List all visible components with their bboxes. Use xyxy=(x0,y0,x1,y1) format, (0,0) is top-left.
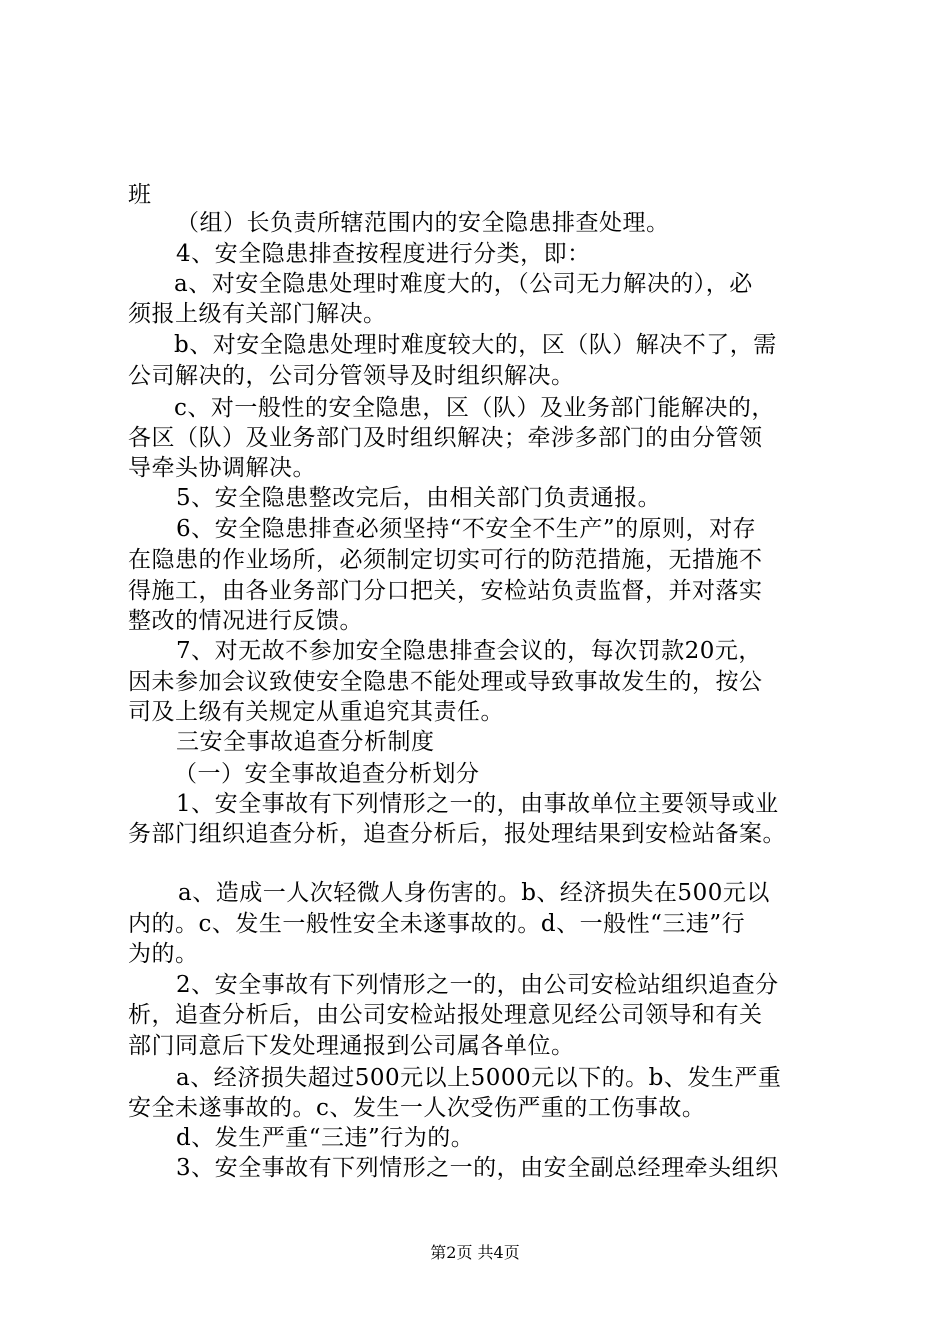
text-line: 公司解决的，公司分管领导及时组织解决。 xyxy=(128,363,575,389)
text-line: a、对安全隐患处理时难度大的，（公司无力解决的），必 xyxy=(174,271,753,297)
text-line: 整改的情况进行反馈。 xyxy=(128,608,363,634)
text-line: a、造成一人次轻微人身伤害的。b、经济损失在500元以 xyxy=(178,880,770,906)
text-line: 析，追查分析后，由公司安检站报处理意见经公司领导和有关 xyxy=(128,1002,763,1028)
text-line: 务部门组织追查分析，追查分析后，报处理结果到安检站备案。 xyxy=(128,821,786,847)
text-line: 安全未遂事故的。c、发生一人次受伤严重的工伤事故。 xyxy=(128,1095,706,1121)
text-line: 司及上级有关规定从重追究其责任。 xyxy=(128,699,504,725)
text-line: 各区（队）及业务部门及时组织解决；牵涉多部门的由分管领 xyxy=(128,425,763,451)
text-line: 7、对无故不参加安全隐患排查会议的，每次罚款20元， xyxy=(176,638,762,664)
text-line: 得施工，由各业务部门分口把关，安检站负责监督，并对落实 xyxy=(128,578,763,604)
text-line: 5、安全隐患整改完后，由相关部门负责通报。 xyxy=(176,485,662,511)
text-line: 三安全事故追查分析制度 xyxy=(176,729,435,755)
text-line: 6、安全隐患排查必须坚持“不安全不生产”的原则，对存 xyxy=(176,516,757,542)
text-line: 班 xyxy=(128,182,152,208)
text-line: 2、安全事故有下列情形之一的，由公司安检站组织追查分 xyxy=(176,972,779,998)
text-line: a、经济损失超过500元以上5000元以下的。b、发生严重 xyxy=(176,1065,782,1091)
text-line: 为的。 xyxy=(128,941,199,967)
text-line: （一）安全事故追查分析划分 xyxy=(174,761,480,787)
text-line: 1、安全事故有下列情形之一的，由事故单位主要领导或业 xyxy=(176,791,779,817)
text-line: d、发生严重“三违”行为的。 xyxy=(176,1125,475,1151)
text-line: 内的。c、发生一般性安全未遂事故的。d、一般性“三违”行 xyxy=(128,911,746,937)
text-line: 须报上级有关部门解决。 xyxy=(128,301,387,327)
text-line: 因未参加会议致使安全隐患不能处理或导致事故发生的，按公 xyxy=(128,669,763,695)
text-line: 4、安全隐患排查按程度进行分类，即： xyxy=(176,241,591,267)
text-line: 在隐患的作业场所，必须制定切实可行的防范措施，无措施不 xyxy=(128,547,763,573)
text-line: 3、安全事故有下列情形之一的，由安全副总经理牵头组织 xyxy=(176,1155,779,1181)
text-line: 部门同意后下发处理通报到公司属各单位。 xyxy=(128,1033,575,1059)
page-footer: 第2页 共4页 xyxy=(430,1243,520,1262)
text-line: c、对一般性的安全隐患，区（队）及业务部门能解决的， xyxy=(174,395,775,421)
text-line: b、对安全隐患处理时难度较大的，区（队）解决不了，需 xyxy=(174,332,777,358)
text-line: （组）长负责所辖范围内的安全隐患排查处理。 xyxy=(176,210,670,236)
text-line: 导牵头协调解决。 xyxy=(128,455,316,481)
